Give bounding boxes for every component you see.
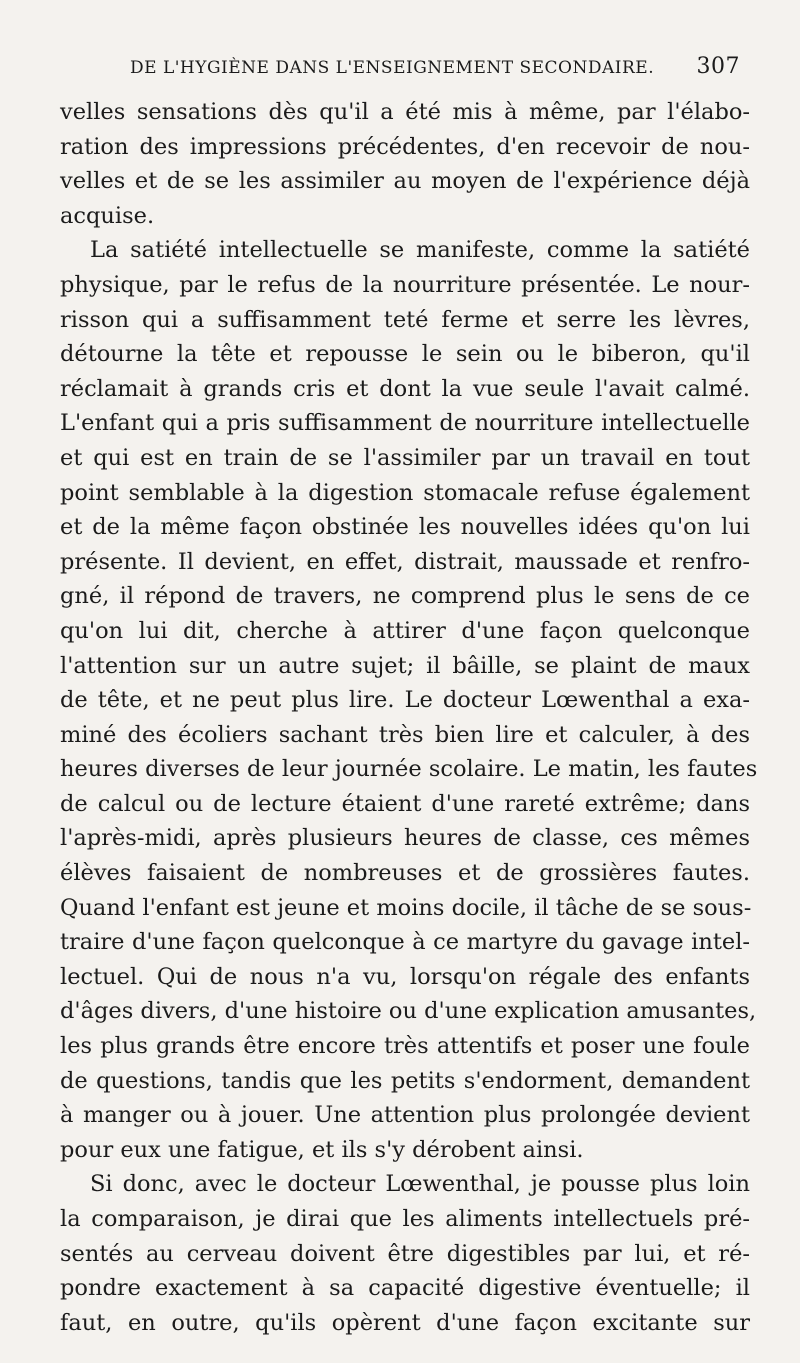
text-line: les plus grands être encore très attentifs et poser une foule	[60, 1033, 750, 1060]
text-line: risson qui a suffisamment teté ferme et serre les lèvres,	[60, 306, 750, 333]
text-line: réclamait à grands cris et dont la vue seule l'avait calmé.	[60, 375, 750, 402]
text-line: gné, il répond de travers, ne comprend plus le sens de ce	[60, 583, 750, 610]
running-title: DE L'HYGIÈNE DANS L'ENSEIGNEMENT SECONDAIRE.	[130, 58, 655, 78]
text-line: heures diverses de leur journée scolaire. Le matin, les fautes	[60, 756, 758, 783]
text-line: La satiété intellectuelle se manifeste, comme la satiété	[90, 237, 750, 264]
text-line: de tête, et ne peut plus lire. Le docteur Lœwenthal a exa-	[60, 687, 750, 714]
text-line: traire d'une façon quelconque à ce martyre du gavage intel-	[60, 929, 750, 956]
text-line: ration des impressions précédentes, d'en recevoir de nou-	[60, 133, 750, 160]
text-line: velles sensations dès qu'il a été mis à même, par l'élabo-	[60, 99, 750, 125]
text-line: qu'on lui dit, cherche à attirer d'une façon quelconque	[60, 617, 750, 644]
text-line: pondre exactement à sa capacité digestive éventuelle; il	[60, 1275, 750, 1302]
page-number: 307	[696, 54, 740, 79]
text-line: faut, en outre, qu'ils opèrent d'une façon excitante sur	[60, 1309, 750, 1336]
text-line: L'enfant qui a pris suffisamment de nourriture intellectuelle	[60, 410, 750, 437]
text-line: l'après-midi, après plusieurs heures de classe, ces mêmes	[60, 825, 750, 852]
text-line: pour eux une fatigue, et ils s'y dérobent ainsi.	[60, 1136, 584, 1163]
text-line: l'attention sur un autre sujet; il bâille, se plaint de maux	[60, 652, 750, 679]
text-line: présente. Il devient, en effet, distrait, maussade et renfro-	[60, 548, 750, 575]
text-line: velles et de se les assimiler au moyen de l'expérience déjà	[60, 168, 750, 195]
text-line: et qui est en train de se l'assimiler par un travail en tout	[60, 444, 750, 471]
text-line: physique, par le refus de la nourriture présentée. Le nour-	[60, 271, 750, 298]
page-header	[60, 54, 740, 88]
text-line: et de la même façon obstinée les nouvelles idées qu'on lui	[60, 514, 750, 541]
text-line: Si donc, avec le docteur Lœwenthal, je pousse plus loin	[90, 1171, 750, 1198]
text-line: détourne la tête et repousse le sein ou le biberon, qu'il	[60, 341, 750, 368]
text-line: point semblable à la digestion stomacale refuse également	[60, 479, 750, 506]
text-line: la comparaison, je dirai que les aliments intellectuels pré-	[60, 1206, 750, 1232]
text-line: Quand l'enfant est jeune et moins docile, il tâche de se sous-	[60, 894, 752, 921]
text-line: de calcul ou de lecture étaient d'une rareté extrême; dans	[60, 790, 750, 817]
text-line: miné des écoliers sachant très bien lire et calculer, à des	[60, 721, 750, 748]
text-line: à manger ou à jouer. Une attention plus prolongée devient	[60, 1102, 750, 1129]
text-line: d'âges divers, d'une histoire ou d'une explication amusantes,	[60, 998, 757, 1025]
text-line: lectuel. Qui de nous n'a vu, lorsqu'on régale des enfants	[60, 963, 750, 990]
text-line: acquise.	[60, 202, 155, 229]
body-text	[60, 95, 758, 1340]
text-line: élèves faisaient de nombreuses et de grossières fautes.	[60, 860, 750, 887]
text-line: de questions, tandis que les petits s'endorment, demandent	[60, 1067, 750, 1094]
text-line: sentés au cerveau doivent être digestibles par lui, et ré-	[60, 1240, 750, 1267]
